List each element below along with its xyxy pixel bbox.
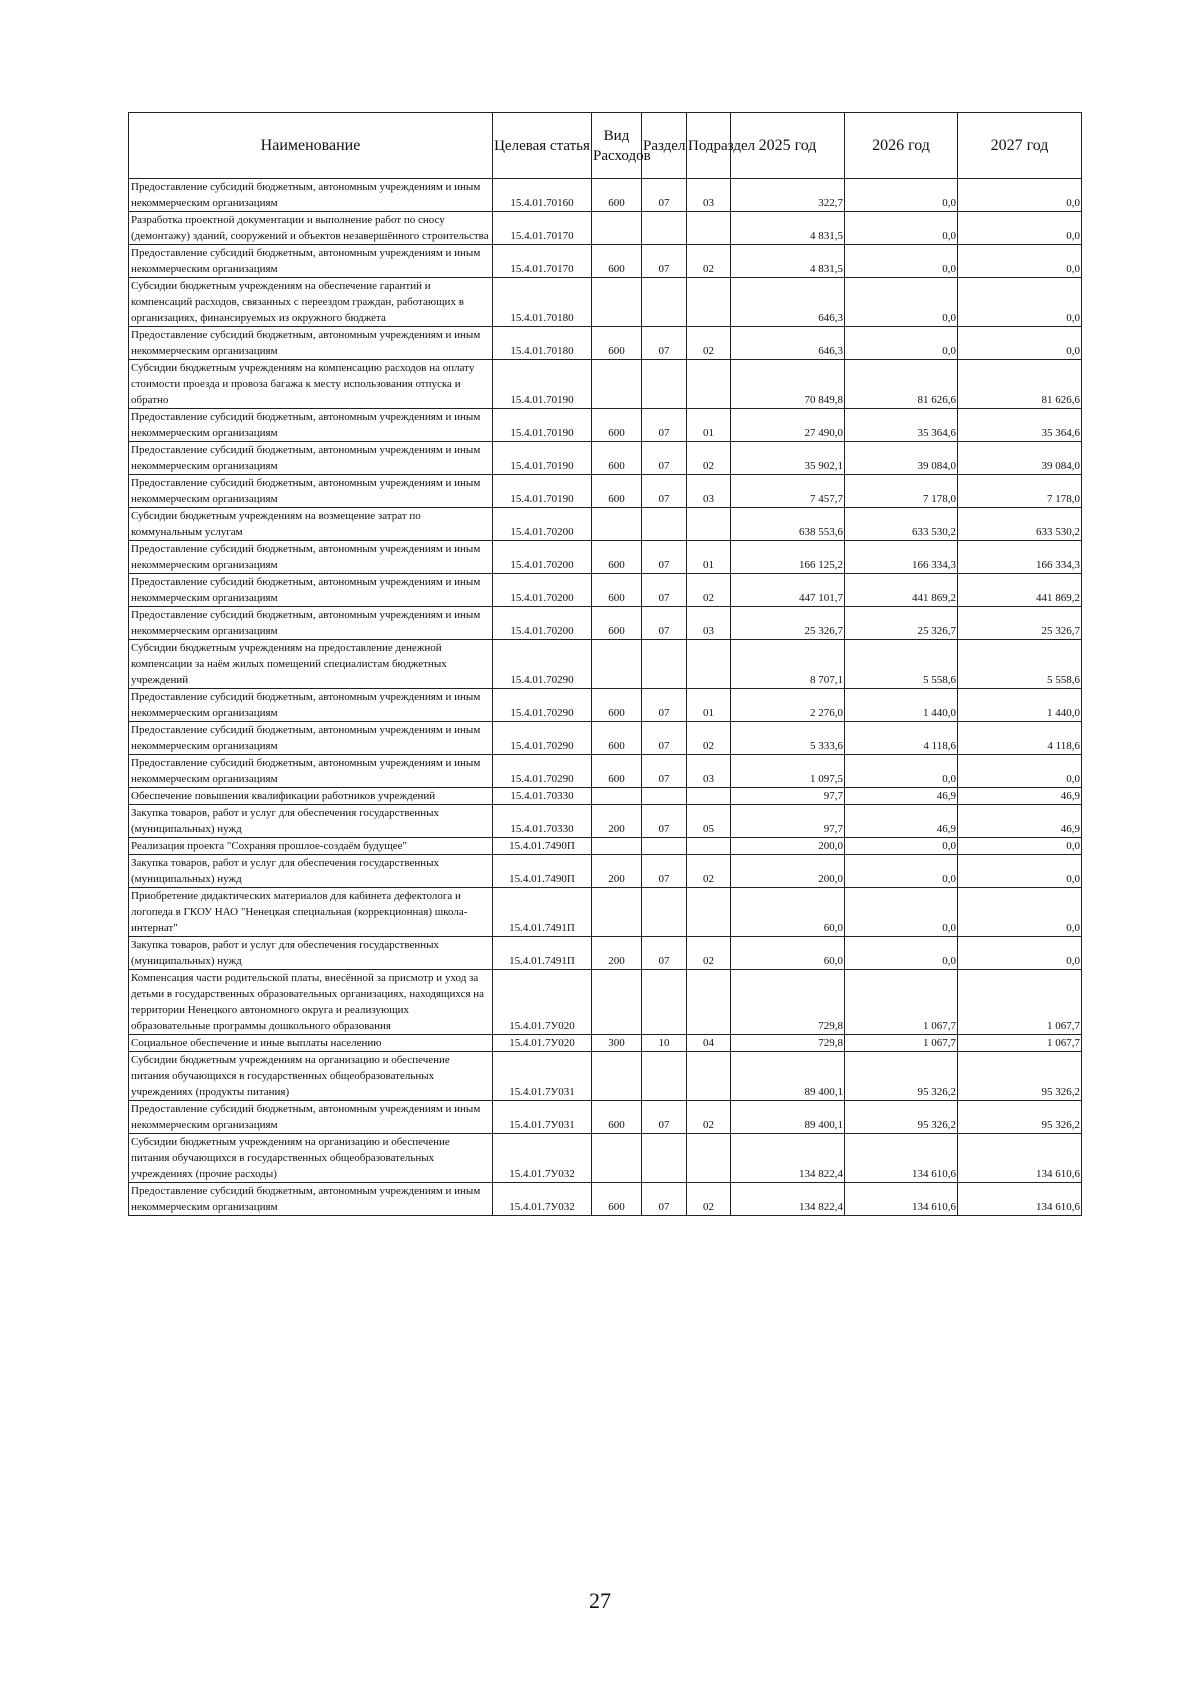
- row-target-cell: 15.4.01.70190: [493, 409, 592, 442]
- row-2025-cell: 2 276,0: [731, 689, 845, 722]
- row-target-cell: 15.4.01.7491П: [493, 937, 592, 970]
- row-name-cell: Предоставление субсидий бюджетным, автономным учреждениям и иным некоммерческим организациям: [129, 689, 493, 722]
- header-subsection: Подраздел: [687, 113, 731, 179]
- row-2025-cell: 4 831,5: [731, 245, 845, 278]
- row-section-cell: [642, 212, 687, 245]
- table-row: [129, 888, 1082, 937]
- row-name-cell: Приобретение дидактических материалов для кабинета дефектолога и логопеда в ГКОУ НАО "Ненецкая специальная (коррекционная) школа-интернат": [129, 888, 493, 937]
- row-2027-cell: 134 610,6: [958, 1183, 1082, 1216]
- row-expense-type-cell: 600: [592, 755, 642, 788]
- row-2027-cell: 46,9: [958, 788, 1082, 805]
- row-2026-cell: 0,0: [845, 855, 958, 888]
- row-2026-cell: 166 334,3: [845, 541, 958, 574]
- row-2026-cell: 39 084,0: [845, 442, 958, 475]
- row-2025-cell: 60,0: [731, 888, 845, 937]
- row-2027-cell: 1 440,0: [958, 689, 1082, 722]
- row-target-cell: 15.4.01.70290: [493, 722, 592, 755]
- row-target-cell: 15.4.01.70180: [493, 327, 592, 360]
- row-2026-cell: 0,0: [845, 278, 958, 327]
- table-row: [129, 855, 1082, 888]
- row-2025-cell: 70 849,8: [731, 360, 845, 409]
- row-target-cell: 15.4.01.70330: [493, 788, 592, 805]
- row-2026-cell: 0,0: [845, 212, 958, 245]
- row-2027-cell: 0,0: [958, 179, 1082, 212]
- row-2025-cell: 729,8: [731, 970, 845, 1035]
- row-subsection-cell: [687, 888, 731, 937]
- row-section-cell: 07: [642, 689, 687, 722]
- row-section-cell: 07: [642, 541, 687, 574]
- row-subsection-cell: 02: [687, 574, 731, 607]
- row-2027-cell: 35 364,6: [958, 409, 1082, 442]
- row-2025-cell: 25 326,7: [731, 607, 845, 640]
- row-2025-cell: 134 822,4: [731, 1134, 845, 1183]
- row-2027-cell: 441 869,2: [958, 574, 1082, 607]
- row-name-cell: Предоставление субсидий бюджетным, автономным учреждениям и иным некоммерческим организациям: [129, 442, 493, 475]
- table-row: [129, 788, 1082, 805]
- table-row: [129, 722, 1082, 755]
- row-2026-cell: 0,0: [845, 838, 958, 855]
- row-target-cell: 15.4.01.70200: [493, 574, 592, 607]
- row-name-cell: Закупка товаров, работ и услуг для обеспечения государственных (муниципальных) нужд: [129, 855, 493, 888]
- row-target-cell: 15.4.01.7У031: [493, 1101, 592, 1134]
- row-target-cell: 15.4.01.70170: [493, 245, 592, 278]
- row-target-cell: 15.4.01.70290: [493, 755, 592, 788]
- row-subsection-cell: 02: [687, 855, 731, 888]
- row-2025-cell: 89 400,1: [731, 1101, 845, 1134]
- row-target-cell: 15.4.01.7У020: [493, 1035, 592, 1052]
- row-2025-cell: 322,7: [731, 179, 845, 212]
- row-target-cell: 15.4.01.70190: [493, 442, 592, 475]
- row-name-cell: Предоставление субсидий бюджетным, автономным учреждениям и иным некоммерческим организациям: [129, 409, 493, 442]
- header-2027: 2027 год: [958, 113, 1082, 179]
- row-target-cell: 15.4.01.7У020: [493, 970, 592, 1035]
- row-2026-cell: 46,9: [845, 805, 958, 838]
- table-row: [129, 1035, 1082, 1052]
- row-target-cell: 15.4.01.7490П: [493, 855, 592, 888]
- row-target-cell: 15.4.01.70330: [493, 805, 592, 838]
- row-target-cell: 15.4.01.7491П: [493, 888, 592, 937]
- row-expense-type-cell: 600: [592, 327, 642, 360]
- row-target-cell: 15.4.01.70190: [493, 360, 592, 409]
- row-name-cell: Предоставление субсидий бюджетным, автономным учреждениям и иным некоммерческим организациям: [129, 179, 493, 212]
- row-name-cell: Предоставление субсидий бюджетным, автономным учреждениям и иным некоммерческим организациям: [129, 327, 493, 360]
- budget-table: [128, 112, 1082, 1216]
- table-row: [129, 212, 1082, 245]
- row-subsection-cell: 01: [687, 409, 731, 442]
- row-2026-cell: 81 626,6: [845, 360, 958, 409]
- row-subsection-cell: 03: [687, 755, 731, 788]
- header-section: Раздел: [642, 113, 687, 179]
- row-2027-cell: 0,0: [958, 855, 1082, 888]
- row-section-cell: [642, 640, 687, 689]
- row-expense-type-cell: 600: [592, 607, 642, 640]
- row-subsection-cell: 05: [687, 805, 731, 838]
- row-target-cell: 15.4.01.70180: [493, 278, 592, 327]
- row-section-cell: [642, 838, 687, 855]
- row-name-cell: Субсидии бюджетным учреждениям на компенсацию расходов на оплату стоимости проезда и провоза багажа к месту использования отпуска и обратно: [129, 360, 493, 409]
- row-section-cell: 07: [642, 442, 687, 475]
- row-section-cell: [642, 508, 687, 541]
- row-target-cell: 15.4.01.70200: [493, 508, 592, 541]
- table-row: [129, 475, 1082, 508]
- row-expense-type-cell: [592, 1052, 642, 1101]
- row-2026-cell: 0,0: [845, 755, 958, 788]
- row-subsection-cell: [687, 1052, 731, 1101]
- row-2025-cell: 1 097,5: [731, 755, 845, 788]
- row-2025-cell: 8 707,1: [731, 640, 845, 689]
- row-expense-type-cell: 300: [592, 1035, 642, 1052]
- row-expense-type-cell: [592, 360, 642, 409]
- table-row: [129, 360, 1082, 409]
- row-subsection-cell: 01: [687, 689, 731, 722]
- row-2027-cell: 633 530,2: [958, 508, 1082, 541]
- row-expense-type-cell: 600: [592, 574, 642, 607]
- row-name-cell: Предоставление субсидий бюджетным, автономным учреждениям и иным некоммерческим организациям: [129, 475, 493, 508]
- row-expense-type-cell: 600: [592, 245, 642, 278]
- row-2027-cell: 25 326,7: [958, 607, 1082, 640]
- row-name-cell: Предоставление субсидий бюджетным, автономным учреждениям и иным некоммерческим организациям: [129, 1183, 493, 1216]
- row-name-cell: Предоставление субсидий бюджетным, автономным учреждениям и иным некоммерческим организациям: [129, 541, 493, 574]
- table-row: [129, 805, 1082, 838]
- row-section-cell: 07: [642, 722, 687, 755]
- row-2026-cell: 0,0: [845, 245, 958, 278]
- row-name-cell: Реализация проекта "Сохраняя прошлое-создаём будущее": [129, 838, 493, 855]
- row-target-cell: 15.4.01.70190: [493, 475, 592, 508]
- row-2026-cell: 95 326,2: [845, 1052, 958, 1101]
- row-2027-cell: 0,0: [958, 212, 1082, 245]
- row-2027-cell: 134 610,6: [958, 1134, 1082, 1183]
- row-2026-cell: 1 067,7: [845, 1035, 958, 1052]
- row-2026-cell: 0,0: [845, 179, 958, 212]
- row-2025-cell: 60,0: [731, 937, 845, 970]
- table-row: [129, 970, 1082, 1035]
- row-name-cell: Субсидии бюджетным учреждениям на организацию и обеспечение питания обучающихся в государственных общеобразовательных учреждениях (продукты питания): [129, 1052, 493, 1101]
- row-2027-cell: 7 178,0: [958, 475, 1082, 508]
- row-subsection-cell: [687, 212, 731, 245]
- table-row: [129, 640, 1082, 689]
- row-target-cell: 15.4.01.70200: [493, 607, 592, 640]
- row-name-cell: Закупка товаров, работ и услуг для обеспечения государственных (муниципальных) нужд: [129, 805, 493, 838]
- row-target-cell: 15.4.01.7У031: [493, 1052, 592, 1101]
- row-2025-cell: 729,8: [731, 1035, 845, 1052]
- row-section-cell: 07: [642, 574, 687, 607]
- row-section-cell: [642, 970, 687, 1035]
- row-2026-cell: 441 869,2: [845, 574, 958, 607]
- row-subsection-cell: [687, 970, 731, 1035]
- row-section-cell: 07: [642, 1101, 687, 1134]
- row-2026-cell: 1 440,0: [845, 689, 958, 722]
- table-row: [129, 442, 1082, 475]
- row-2027-cell: 0,0: [958, 278, 1082, 327]
- table-row: [129, 179, 1082, 212]
- row-2027-cell: 0,0: [958, 245, 1082, 278]
- header-row: [129, 113, 1082, 179]
- row-2027-cell: 1 067,7: [958, 970, 1082, 1035]
- row-target-cell: 15.4.01.70290: [493, 689, 592, 722]
- row-2027-cell: 39 084,0: [958, 442, 1082, 475]
- table-row: [129, 1052, 1082, 1101]
- row-2026-cell: 35 364,6: [845, 409, 958, 442]
- row-expense-type-cell: 200: [592, 937, 642, 970]
- row-section-cell: [642, 1052, 687, 1101]
- header-2026: 2026 год: [845, 113, 958, 179]
- row-target-cell: 15.4.01.70200: [493, 541, 592, 574]
- row-subsection-cell: 02: [687, 722, 731, 755]
- row-subsection-cell: 03: [687, 607, 731, 640]
- row-2027-cell: 1 067,7: [958, 1035, 1082, 1052]
- row-subsection-cell: 02: [687, 327, 731, 360]
- row-2026-cell: 5 558,6: [845, 640, 958, 689]
- row-expense-type-cell: 200: [592, 855, 642, 888]
- row-2027-cell: 46,9: [958, 805, 1082, 838]
- row-2025-cell: 200,0: [731, 838, 845, 855]
- row-2027-cell: 95 326,2: [958, 1052, 1082, 1101]
- table-row: [129, 1183, 1082, 1216]
- row-section-cell: 07: [642, 245, 687, 278]
- row-target-cell: 15.4.01.7У032: [493, 1183, 592, 1216]
- row-2025-cell: 7 457,7: [731, 475, 845, 508]
- row-expense-type-cell: [592, 640, 642, 689]
- row-subsection-cell: 02: [687, 245, 731, 278]
- row-subsection-cell: [687, 508, 731, 541]
- row-2025-cell: 89 400,1: [731, 1052, 845, 1101]
- row-name-cell: Субсидии бюджетным учреждениям на предоставление денежной компенсации за наём жилых помещений специалистам бюджетных учреждений: [129, 640, 493, 689]
- row-expense-type-cell: 600: [592, 179, 642, 212]
- row-subsection-cell: 02: [687, 1101, 731, 1134]
- row-section-cell: 07: [642, 607, 687, 640]
- row-subsection-cell: [687, 640, 731, 689]
- row-name-cell: Компенсация части родительской платы, внесённой за присмотр и уход за детьми в государственных образовательных организациях, находящихся на территории Ненецкого автономного округа и реализующих образовательные программы дошкольного образования: [129, 970, 493, 1035]
- row-expense-type-cell: [592, 788, 642, 805]
- row-2027-cell: 5 558,6: [958, 640, 1082, 689]
- row-2025-cell: 646,3: [731, 278, 845, 327]
- row-2025-cell: 4 831,5: [731, 212, 845, 245]
- row-name-cell: Социальное обеспечение и иные выплаты населению: [129, 1035, 493, 1052]
- row-2026-cell: 7 178,0: [845, 475, 958, 508]
- row-section-cell: 07: [642, 937, 687, 970]
- row-section-cell: [642, 278, 687, 327]
- row-2025-cell: 166 125,2: [731, 541, 845, 574]
- row-2027-cell: 4 118,6: [958, 722, 1082, 755]
- row-expense-type-cell: 600: [592, 409, 642, 442]
- table-row: [129, 607, 1082, 640]
- table-row: [129, 409, 1082, 442]
- row-expense-type-cell: [592, 1134, 642, 1183]
- row-expense-type-cell: 600: [592, 442, 642, 475]
- row-2027-cell: 0,0: [958, 755, 1082, 788]
- row-expense-type-cell: 200: [592, 805, 642, 838]
- row-2026-cell: 0,0: [845, 888, 958, 937]
- row-2025-cell: 27 490,0: [731, 409, 845, 442]
- row-2026-cell: 134 610,6: [845, 1134, 958, 1183]
- row-2027-cell: 0,0: [958, 888, 1082, 937]
- row-subsection-cell: 04: [687, 1035, 731, 1052]
- row-2025-cell: 97,7: [731, 805, 845, 838]
- row-2026-cell: 1 067,7: [845, 970, 958, 1035]
- header-name: Наименование: [129, 113, 493, 179]
- row-2025-cell: 35 902,1: [731, 442, 845, 475]
- row-2027-cell: 0,0: [958, 838, 1082, 855]
- row-target-cell: 15.4.01.7490П: [493, 838, 592, 855]
- row-name-cell: Предоставление субсидий бюджетным, автономным учреждениям и иным некоммерческим организациям: [129, 1101, 493, 1134]
- row-2025-cell: 638 553,6: [731, 508, 845, 541]
- row-subsection-cell: 03: [687, 179, 731, 212]
- row-section-cell: [642, 360, 687, 409]
- row-target-cell: 15.4.01.70170: [493, 212, 592, 245]
- row-subsection-cell: 02: [687, 442, 731, 475]
- row-target-cell: 15.4.01.70160: [493, 179, 592, 212]
- row-section-cell: [642, 788, 687, 805]
- row-2026-cell: 4 118,6: [845, 722, 958, 755]
- row-subsection-cell: 02: [687, 937, 731, 970]
- row-expense-type-cell: 600: [592, 689, 642, 722]
- row-2026-cell: 633 530,2: [845, 508, 958, 541]
- row-name-cell: Предоставление субсидий бюджетным, автономным учреждениям и иным некоммерческим организациям: [129, 245, 493, 278]
- row-expense-type-cell: [592, 838, 642, 855]
- table-row: [129, 327, 1082, 360]
- row-2027-cell: 166 334,3: [958, 541, 1082, 574]
- row-expense-type-cell: 600: [592, 475, 642, 508]
- table-row: [129, 755, 1082, 788]
- row-section-cell: 07: [642, 855, 687, 888]
- row-2026-cell: 134 610,6: [845, 1183, 958, 1216]
- row-expense-type-cell: [592, 508, 642, 541]
- row-2026-cell: 95 326,2: [845, 1101, 958, 1134]
- row-expense-type-cell: 600: [592, 722, 642, 755]
- row-2025-cell: 447 101,7: [731, 574, 845, 607]
- row-target-cell: 15.4.01.7У032: [493, 1134, 592, 1183]
- table-row: [129, 508, 1082, 541]
- table-body: [129, 179, 1082, 1216]
- row-name-cell: Субсидии бюджетным учреждениям на обеспечение гарантий и компенсаций расходов, связанных с переездом граждан, работающих в организациях, финансируемых из окружного бюджета: [129, 278, 493, 327]
- row-expense-type-cell: [592, 278, 642, 327]
- row-subsection-cell: 02: [687, 1183, 731, 1216]
- row-section-cell: 07: [642, 327, 687, 360]
- row-subsection-cell: 01: [687, 541, 731, 574]
- row-2026-cell: 0,0: [845, 327, 958, 360]
- row-section-cell: [642, 1134, 687, 1183]
- row-name-cell: Обеспечение повышения квалификации работников учреждений: [129, 788, 493, 805]
- row-section-cell: 07: [642, 1183, 687, 1216]
- row-subsection-cell: 03: [687, 475, 731, 508]
- table-row: [129, 245, 1082, 278]
- page-number: 27: [589, 1588, 611, 1613]
- row-expense-type-cell: 600: [592, 1101, 642, 1134]
- row-section-cell: 07: [642, 475, 687, 508]
- row-name-cell: Предоставление субсидий бюджетным, автономным учреждениям и иным некоммерческим организациям: [129, 722, 493, 755]
- table-row: [129, 1134, 1082, 1183]
- row-2026-cell: 46,9: [845, 788, 958, 805]
- row-2025-cell: 5 333,6: [731, 722, 845, 755]
- row-subsection-cell: [687, 838, 731, 855]
- row-2026-cell: 0,0: [845, 937, 958, 970]
- row-section-cell: 07: [642, 755, 687, 788]
- row-section-cell: 07: [642, 179, 687, 212]
- table-row: [129, 1101, 1082, 1134]
- row-name-cell: Разработка проектной документации и выполнение работ по сносу (демонтажу) зданий, сооружений и объектов незавершённого строительства: [129, 212, 493, 245]
- table-row: [129, 838, 1082, 855]
- row-subsection-cell: [687, 1134, 731, 1183]
- row-expense-type-cell: [592, 212, 642, 245]
- header-target: Целевая статья: [493, 113, 592, 179]
- row-target-cell: 15.4.01.70290: [493, 640, 592, 689]
- row-name-cell: Предоставление субсидий бюджетным, автономным учреждениям и иным некоммерческим организациям: [129, 574, 493, 607]
- row-name-cell: Предоставление субсидий бюджетным, автономным учреждениям и иным некоммерческим организациям: [129, 607, 493, 640]
- row-2027-cell: 95 326,2: [958, 1101, 1082, 1134]
- table-row: [129, 278, 1082, 327]
- row-2025-cell: 646,3: [731, 327, 845, 360]
- row-section-cell: 10: [642, 1035, 687, 1052]
- table-row: [129, 541, 1082, 574]
- row-name-cell: Субсидии бюджетным учреждениям на организацию и обеспечение питания обучающихся в государственных общеобразовательных учреждениях (прочие расходы): [129, 1134, 493, 1183]
- row-name-cell: Субсидии бюджетным учреждениям на возмещение затрат по коммунальным услугам: [129, 508, 493, 541]
- row-2027-cell: 0,0: [958, 937, 1082, 970]
- table-row: [129, 574, 1082, 607]
- table-row: [129, 937, 1082, 970]
- header-expense-type: Вид Расходов: [592, 113, 642, 179]
- row-expense-type-cell: [592, 888, 642, 937]
- row-2027-cell: 81 626,6: [958, 360, 1082, 409]
- row-subsection-cell: [687, 788, 731, 805]
- row-expense-type-cell: 600: [592, 541, 642, 574]
- row-2025-cell: 97,7: [731, 788, 845, 805]
- row-expense-type-cell: [592, 970, 642, 1035]
- row-2027-cell: 0,0: [958, 327, 1082, 360]
- row-name-cell: Предоставление субсидий бюджетным, автономным учреждениям и иным некоммерческим организациям: [129, 755, 493, 788]
- row-2025-cell: 200,0: [731, 855, 845, 888]
- row-section-cell: 07: [642, 409, 687, 442]
- header-2025: 2025 год: [731, 113, 845, 179]
- row-expense-type-cell: 600: [592, 1183, 642, 1216]
- row-2025-cell: 134 822,4: [731, 1183, 845, 1216]
- row-subsection-cell: [687, 278, 731, 327]
- row-section-cell: 07: [642, 805, 687, 838]
- row-name-cell: Закупка товаров, работ и услуг для обеспечения государственных (муниципальных) нужд: [129, 937, 493, 970]
- row-2026-cell: 25 326,7: [845, 607, 958, 640]
- row-section-cell: [642, 888, 687, 937]
- table-row: [129, 689, 1082, 722]
- row-subsection-cell: [687, 360, 731, 409]
